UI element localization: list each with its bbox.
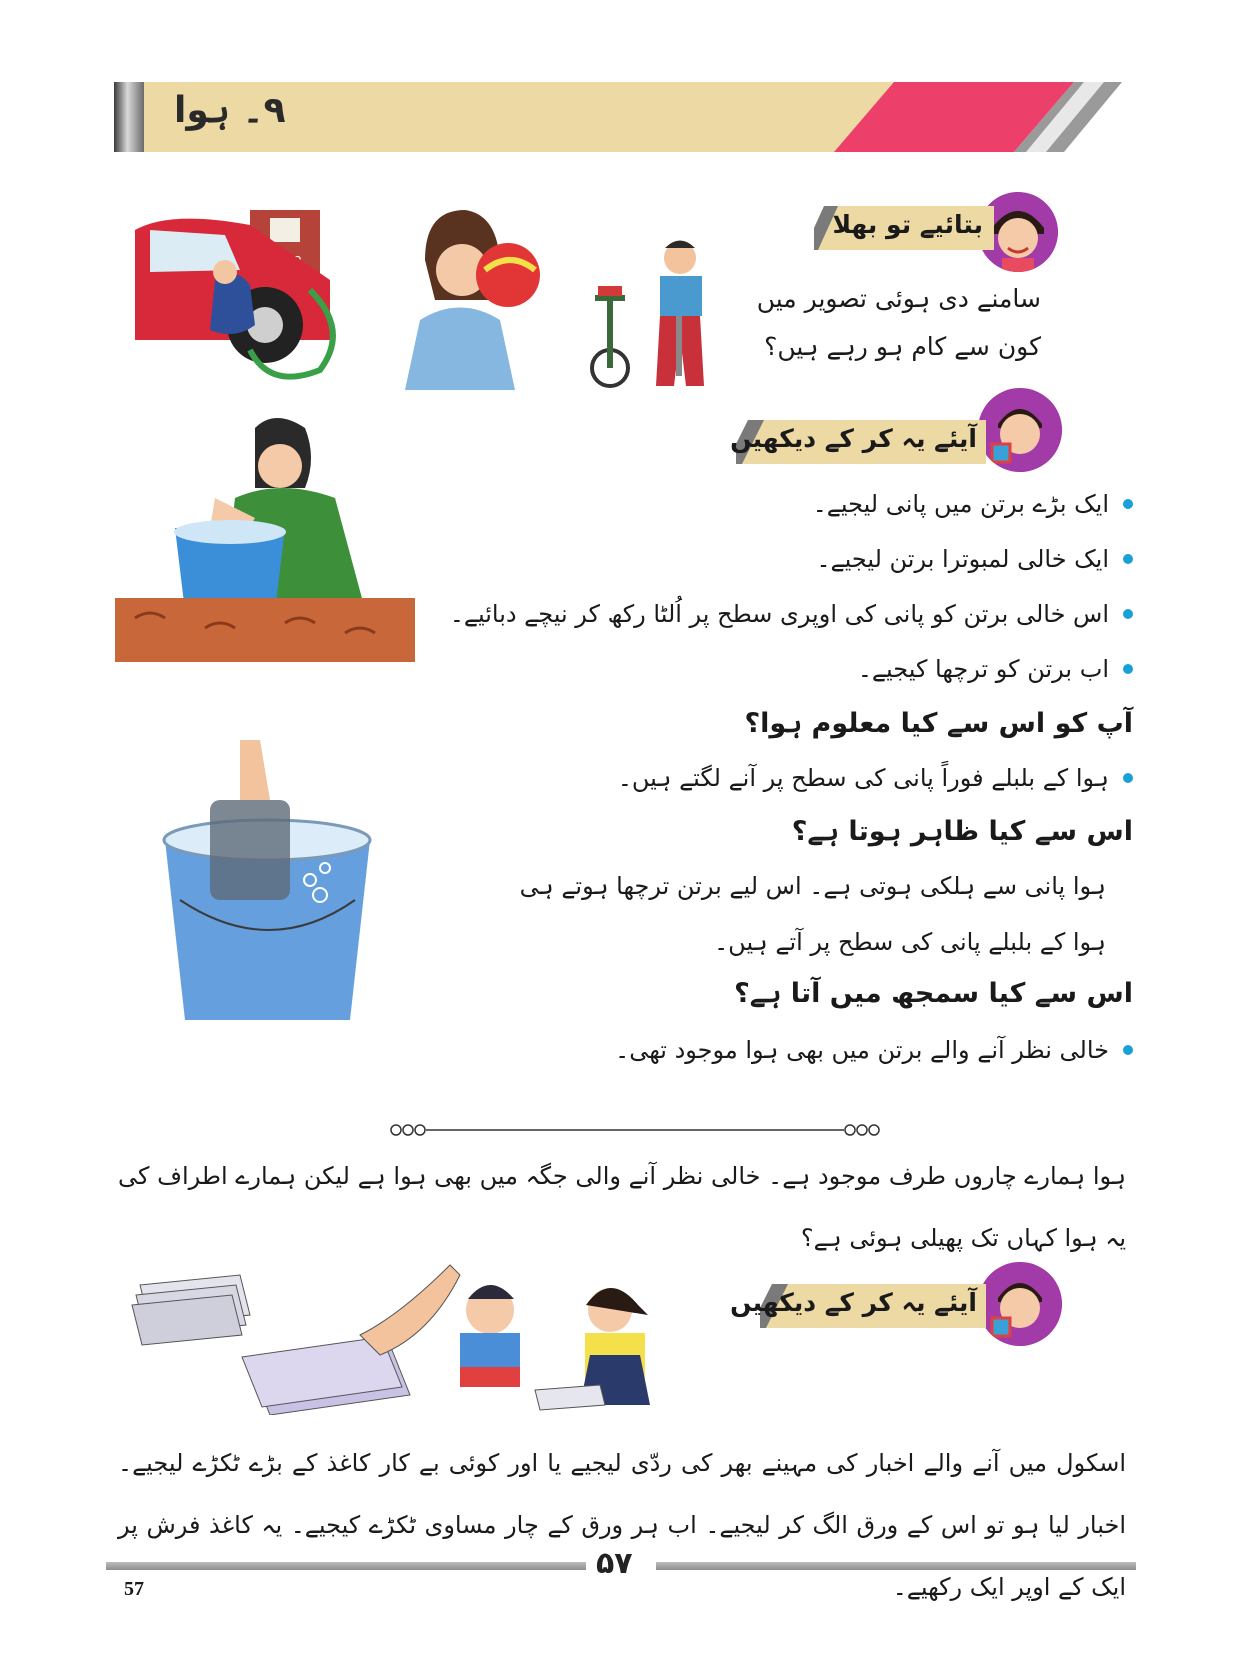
- step-4: اب برتن کو ترچھا کیجیے۔: [858, 655, 1133, 683]
- glass-bucket-illustration: [150, 740, 380, 1030]
- bullet-dot: [1123, 499, 1133, 509]
- tag-tell: بتائیے تو بھلا: [832, 210, 983, 239]
- chapter-title: ۹۔ ہوا: [174, 90, 286, 131]
- bullet-dot: [1123, 554, 1133, 564]
- question-2: اس سے کیا ظاہر ہوتا ہے؟: [791, 816, 1133, 847]
- answer-3: خالی نظر آنے والے برتن میں بھی ہوا موجود تھی۔: [615, 1036, 1133, 1064]
- section-divider: [390, 1122, 880, 1138]
- bullet-dot: [1123, 1045, 1133, 1055]
- step-3: اس خالی برتن کو پانی کی اوپری سطح پر اُلٹا رکھ کر نیچے دبائیے۔: [450, 600, 1133, 628]
- tag-do2: آیئے یہ کر کے دیکھیں: [730, 1288, 977, 1317]
- step-1: ایک بڑے برتن میں پانی لیجیے۔: [813, 490, 1133, 518]
- paragraph-1: ہوا ہمارے چاروں طرف موجود ہے۔ خالی نظر آنے والی جگہ میں بھی ہوا ہے لیکن ہمارے اطراف کی یہ ہوا کہاں تک پھیلی ہوئی ہے؟: [118, 1162, 1126, 1252]
- bullet-dot: [1123, 664, 1133, 674]
- boy-avatar: [978, 388, 1062, 472]
- paragraph-2: اسکول میں آنے والے اخبار کی مہینے بھر کی ردّی لیجیے یا اور کوئی بے کار کاغذ کے بڑے ٹکڑے لیجیے۔ اخبار لیا ہو تو اس کے ورق الگ کر لیجیے۔ اب ہر ورق کے چار مساوی ٹکڑے کیجیے۔ یہ کاغذ فرش پر ایک کے اوپر ایک رکھیے۔: [118, 1449, 1126, 1601]
- paper-stacks-illustration: [130, 1255, 700, 1415]
- tell-line-2: کون سے کام ہو رہے ہیں؟: [764, 332, 1041, 361]
- tell-line-1: سامنے دی ہوئی تصویر میں: [756, 284, 1041, 313]
- question-1: آپ کو اس سے کیا معلوم ہوا؟: [744, 708, 1133, 739]
- question-3: اس سے کیا سمجھ میں آتا ہے؟: [734, 978, 1133, 1009]
- car-tyre-illustration: [130, 200, 360, 390]
- page-number-urdu: ۵۷: [596, 1546, 633, 1581]
- tag-do1: آیئے یہ کر کے دیکھیں: [730, 424, 977, 453]
- answer-2-line-2: ہوا کے بلبلے پانی کی سطح پر آتے ہیں۔: [714, 928, 1106, 956]
- girl-bucket-illustration: [115, 408, 415, 662]
- step-2: ایک خالی لمبوترا برتن لیجیے۔: [816, 545, 1133, 573]
- page-number: 57: [124, 1578, 144, 1600]
- girl-balloon-illustration: [400, 200, 550, 390]
- bullet-dot: [1123, 609, 1133, 619]
- footer-bar-right: [656, 1562, 1136, 1570]
- boy-avatar-2: [978, 1262, 1062, 1346]
- footer-bar-left: [106, 1562, 586, 1570]
- answer-2-line-1: ہوا پانی سے ہلکی ہوتی ہے۔ اس لیے برتن ترچھا ہوتے ہی: [519, 872, 1106, 900]
- answer-1: ہوا کے بلبلے فوراً پانی کی سطح پر آنے لگتے ہیں۔: [618, 764, 1133, 792]
- chapter-banner: [114, 82, 1122, 152]
- bicycle-pump-illustration: [580, 228, 730, 398]
- bullet-dot: [1123, 773, 1133, 783]
